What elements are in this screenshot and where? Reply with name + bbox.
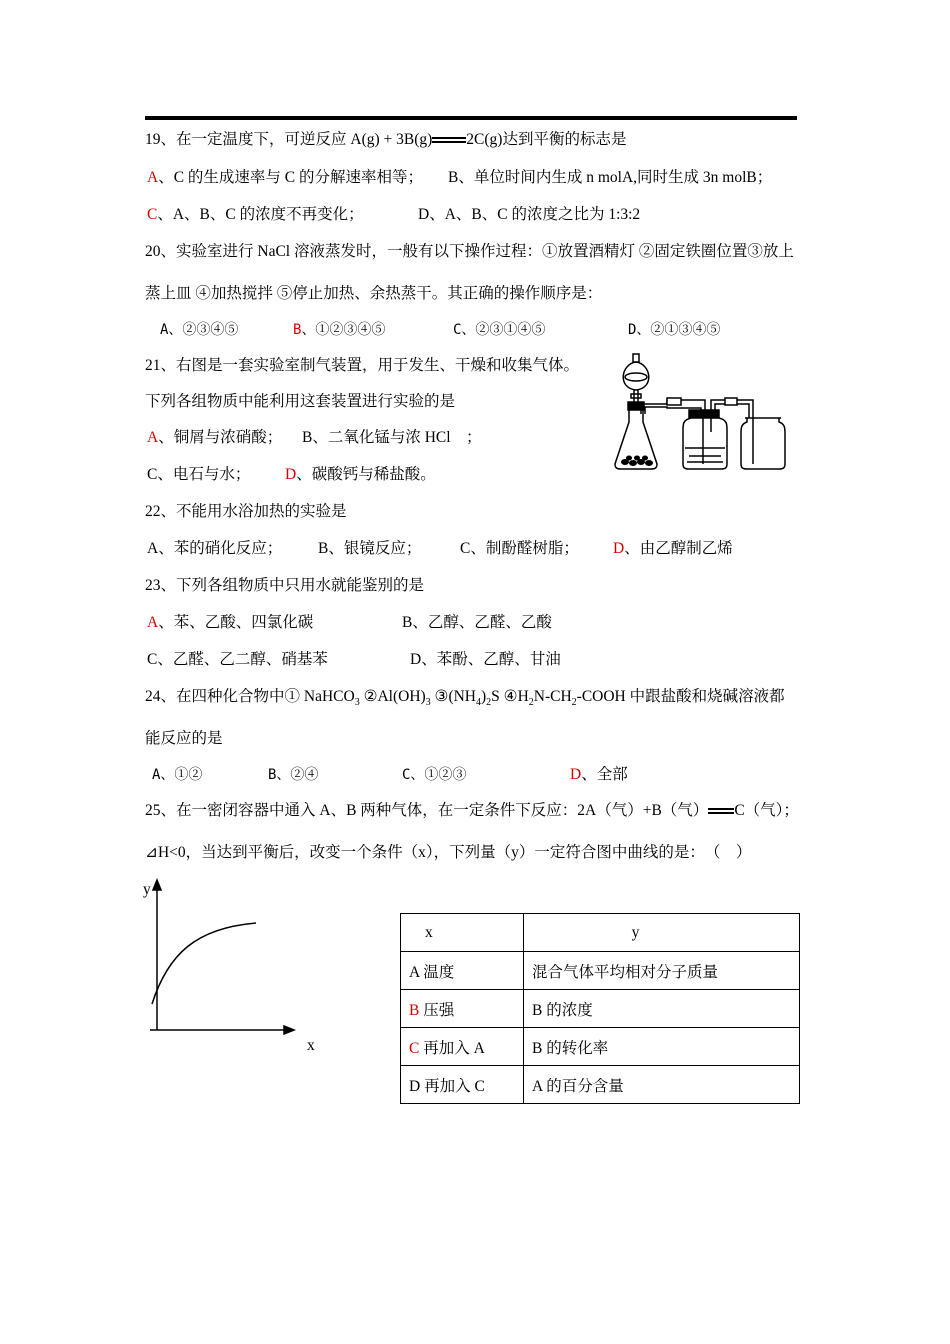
q24-text: ③(NH [430,688,476,705]
q24-text: ②Al(OH) [359,688,426,705]
q25-options-table [400,913,800,1104]
q22-option-b: B、银镜反应； [318,540,422,557]
q24-text: S ④H [491,688,529,705]
q23-option-c: C、乙醛、乙二醇、硝基苯 [147,651,328,668]
top-rule [145,116,797,120]
equilibrium-arrow-icon [708,806,734,816]
q22-option-a: A、苯的硝化反应； [147,540,283,557]
q25-stem-2: ⊿H<0，当达到平衡后，改变一个条件（x），下列量（y）一定符合图中曲线的是： （ ） [145,844,752,861]
q24-stem-1 [145,687,785,713]
row-key: D [409,1077,421,1095]
answer-key-d: D [570,766,582,783]
q20-b-text: 、①②③④⑤ [301,322,386,338]
q24-stem-2: 能反应的是 [145,730,223,747]
q19-option-a [147,168,423,188]
q25-stem-1 [145,801,799,821]
q24-sub: 4 [476,697,481,709]
answer-key-a: A [147,614,159,631]
q21-option-c: C、电石与水； [147,466,251,483]
table-cell-y: 混合气体平均相对分子质量 [524,952,800,990]
q24-text: ) [481,688,487,705]
q24-option-b: B、②④ [268,767,319,783]
gas-apparatus-illustration [605,348,795,473]
q21-option-d [285,465,436,485]
q24-text: N-CH [533,688,572,705]
table-header-y: y [524,914,800,952]
table-row [401,952,800,990]
q25-stem-1a: 25、在一密闭容器中通入 A、B 两种气体，在一定条件下反应：2A（气）+B（气） [145,802,709,819]
q20-option-d: D、②①③④⑤ [628,322,721,338]
q25-curve-graph [140,876,300,1036]
q19-stem-b: 2C(g)达到平衡的标志是 [466,131,627,148]
q24-sub: 2 [486,697,492,709]
q23-option-b: B、乙醇、乙醛、乙酸 [402,614,552,631]
row-key: A [409,963,420,981]
q25-stem-1b: C（气）； [734,802,799,819]
answer-key-a: A [147,429,159,446]
table-cell-y: A 的百分含量 [524,1066,800,1104]
q19-c-text: 、A、B、C 的浓度不再变化； [157,206,364,223]
q24-d-text: 、全部 [581,766,628,783]
q24-sub: 2 [528,697,534,709]
q24-option-a: A、①② [152,767,203,783]
q19-stem-a: 19、在一定温度下，可逆反应 A(g) + 3B(g) [145,131,433,148]
table-cell-x [401,1028,524,1066]
q24-sub: 3 [425,697,431,709]
q23-a-text: 、苯、乙酸、四氯化碳 [158,614,314,631]
q20-option-a: A、②③④⑤ [160,322,239,338]
answer-key-b: B [409,1001,420,1019]
answer-key-b: B [293,322,302,338]
q22-stem: 22、不能用水浴加热的实验是 [145,503,347,520]
q19-stem [145,130,626,150]
answer-key-a: A [147,169,159,186]
q24-text: -COOH 中跟盐酸和烧碱溶液都 [576,688,785,705]
q19-option-d: D、A、B、C 的浓度之比为 1:3:2 [418,206,641,223]
q21-d-text: 、碳酸钙与稀盐酸。 [296,466,436,483]
q21-stem-1: 21、右图是一套实验室制气装置，用于发生、干燥和收集气体。 [145,357,580,374]
q20-option-c: C、②③①④⑤ [453,322,546,338]
q22-d-text: 、由乙醇制乙烯 [624,540,733,557]
q23-option-a [147,613,313,633]
table-header-row [401,914,800,952]
q20-option-b [293,320,385,340]
q21-option-a [147,428,282,448]
q22-option-c: C、制酚醛树脂； [460,540,579,557]
q21-a-text: 、铜屑与浓硝酸； [158,429,283,446]
table-cell-x [401,952,524,990]
q23-option-d: D、苯酚、乙醇、甘油 [410,651,561,668]
q24-text: 24、在四种化合物中① NaHCO [145,688,355,705]
row-cond: 温度 [419,963,455,981]
table-row [401,1028,800,1066]
answer-key-d: D [613,540,625,557]
row-cond: 再加入 A [419,1039,485,1057]
q24-option-d [570,765,628,785]
table-row [401,990,800,1028]
table-cell-x [401,1066,524,1104]
q22-option-d [613,539,733,559]
table-cell-x [401,990,524,1028]
table-cell-y: B 的转化率 [524,1028,800,1066]
answer-key-c: C [409,1039,420,1057]
answer-key-d: D [285,466,297,483]
q24-option-c: C、①②③ [402,767,467,783]
q21-option-b: B、二氧化锰与浓 HCl ； [302,429,482,446]
graph-y-label: y [143,881,151,898]
q19-option-b: B、单位时间内生成 n molA,同时生成 3n molB； [448,169,773,186]
q24-sub: 2 [571,697,577,709]
graph-x-label: x [307,1037,315,1054]
q20-stem-1: 20、实验室进行 NaCl 溶液蒸发时，一般有以下操作过程：①放置酒精灯 ②固定铁圈位置③放上 [145,243,794,260]
q19-a-text: 、C 的生成速率与 C 的分解速率相等； [158,169,424,186]
q20-stem-2: 蒸上皿 ④加热搅拌 ⑤停止加热、余热蒸干。其正确的操作顺序是： [145,285,603,302]
answer-key-c: C [147,206,158,223]
q21-stem-2: 下列各组物质中能利用这套装置进行实验的是 [145,393,456,410]
table-cell-y: B 的浓度 [524,990,800,1028]
q23-stem: 23、下列各组物质中只用水就能鉴别的是 [145,577,425,594]
q19-option-c [147,205,364,225]
table-row [401,1066,800,1104]
row-cond: 压强 [419,1001,455,1019]
q24-sub: 3 [354,697,360,709]
equilibrium-arrow-icon [432,135,466,145]
table-header-x: x [401,914,524,952]
row-cond: 再加入 C [420,1077,485,1095]
